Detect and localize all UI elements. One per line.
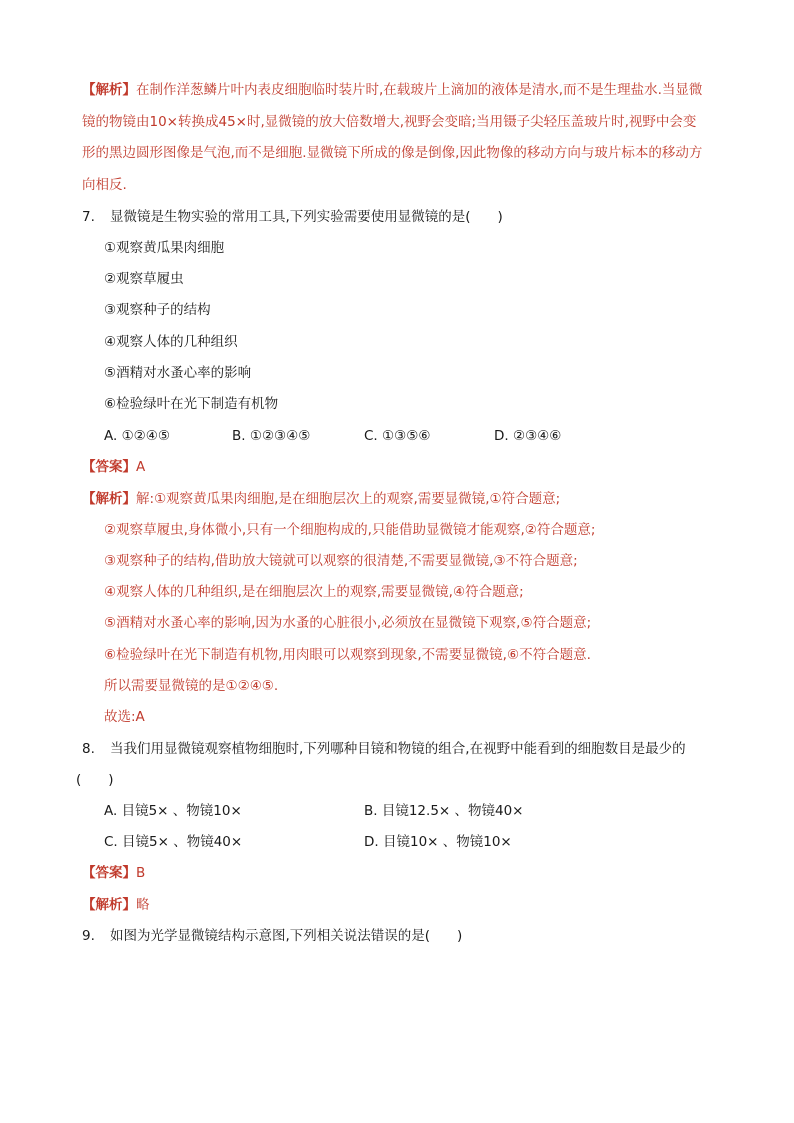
q7-item-2: ②观察草履虫 [104,271,184,287]
q7-option-b: B. ①②③④⑤ [232,428,311,444]
q8-stem: 8. 当我们用显微镜观察植物细胞时,下列哪种目镜和物镜的组合,在视野中能看到的细胞数目是最少的 [82,741,686,757]
q8-option-d: D. 目镜10× 、物镜10× [364,834,512,850]
q8-analysis: 【解析】略 [82,897,150,913]
explanation-line-4: 向相反. [82,177,127,193]
explanation-line-2: 镜的物镜由10×转换成45×时,显微镜的放大倍数增大,视野会变暗;当用镊子尖轻压盖玻片时,视野中会变 [82,114,697,130]
q8-answer: 【答案】B [82,865,146,881]
q7-item-6: ⑥检验绿叶在光下制造有机物 [104,396,279,412]
q7-conclusion: 所以需要显微镜的是①②④⑤. [104,678,279,694]
q7-analysis-line-1: 【解析】解:①观察黄瓜果肉细胞,是在细胞层次上的观察,需要显微镜,①符合题意; [82,491,561,507]
explanation-line-3: 形的黑边圆形图像是气泡,而不是细胞.显微镜下所成的像是倒像,因此物像的移动方向与玻片标本的移动方 [82,145,703,161]
q8-answer-value: B [136,865,146,881]
explanation-tag: 【解析】 [82,82,136,98]
q7-choice: 故选:A [104,709,145,725]
q9-number: 9. [82,928,95,944]
q7-analysis-line-5: ⑤酒精对水蚤心率的影响,因为水蚤的心脏很小,必须放在显微镜下观察,⑤符合题意; [104,615,592,631]
q8-option-b: B. 目镜12.5× 、物镜40× [364,803,524,819]
q7-item-5: ⑤酒精对水蚤心率的影响 [104,365,252,381]
q7-stem: 7. 显微镜是生物实验的常用工具,下列实验需要使用显微镜的是( ) [82,209,503,225]
q7-option-d: D. ②③④⑥ [494,428,562,444]
q7-analysis-line-3: ③观察种子的结构,借助放大镜就可以观察的很清楚,不需要显微镜,③不符合题意; [104,553,578,569]
q7-analysis-line-4: ④观察人体的几种组织,是在细胞层次上的观察,需要显微镜,④符合题意; [104,584,524,600]
q7-item-1: ①观察黄瓜果肉细胞 [104,240,225,256]
explanation-line-1: 【解析】在制作洋葱鳞片叶内表皮细胞临时装片时,在载玻片上滴加的液体是清水,而不是生理盐水.当显微 [82,82,703,98]
q7-item-3: ③观察种子的结构 [104,302,211,318]
q8-option-a: A. 目镜5× 、物镜10× [104,803,242,819]
q7-analysis-line-6: ⑥检验绿叶在光下制造有机物,用肉眼可以观察到现象,不需要显微镜,⑥不符合题意. [104,647,591,663]
q9-stem: 9. 如图为光学显微镜结构示意图,下列相关说法错误的是( ) [82,928,463,944]
q8-number: 8. [82,741,95,757]
q7-answer-value: A [136,459,146,475]
q8-option-c: C. 目镜5× 、物镜40× [104,834,243,850]
q7-analysis-line-2: ②观察草履虫,身体微小,只有一个细胞构成的,只能借助显微镜才能观察,②符合题意; [104,522,596,538]
q7-option-a: A. ①②④⑤ [104,428,170,444]
q8-stem-line-2: ( ) [76,772,114,788]
q7-item-4: ④观察人体的几种组织 [104,334,238,350]
q7-number: 7. [82,209,95,225]
q7-answer: 【答案】A [82,459,146,475]
q7-option-c: C. ①③⑤⑥ [364,428,431,444]
